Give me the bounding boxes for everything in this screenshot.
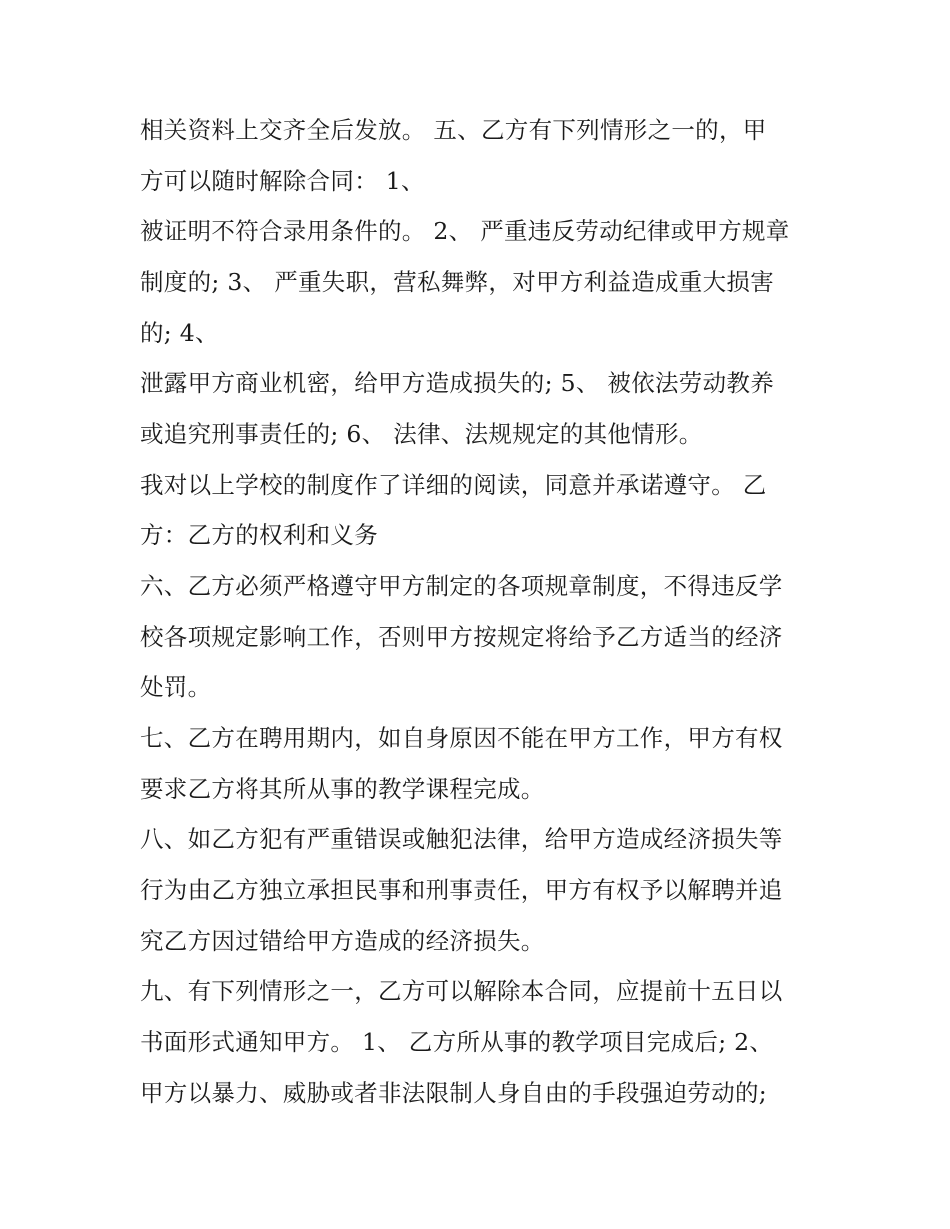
text-line: 甲方以暴力、威胁或者非法限制人身自由的手段强迫劳动的; bbox=[140, 1079, 768, 1107]
text-line: 校各项规定影响工作，否则甲方按规定将给予乙方适当的经济 bbox=[140, 623, 783, 651]
text-line: 九、有下列情形之一，乙方可以解除本合同，应提前十五日以 bbox=[140, 977, 783, 1005]
text-line: 书面形式通知甲方。 1、 乙方所从事的教学项目完成后; 2、 bbox=[140, 1028, 774, 1056]
text-line: 七、乙方在聘用期内，如自身原因不能在甲方工作，甲方有权 bbox=[140, 724, 783, 752]
text-line: 相关资料上交齐全后发放。 五、乙方有下列情形之一的，甲 bbox=[140, 116, 767, 144]
text-line: 处罚。 bbox=[140, 673, 212, 701]
text-line: 我对以上学校的制度作了详细的阅读，同意并承诺遵守。 乙 bbox=[140, 471, 767, 499]
text-line: 制度的; 3、 严重失职，营私舞弊，对甲方利益造成重大损害 bbox=[140, 268, 775, 296]
text-line: 要求乙方将其所从事的教学课程完成。 bbox=[140, 775, 545, 803]
text-line: 泄露甲方商业机密，给甲方造成损失的; 5、 被依法劳动教养 bbox=[140, 369, 775, 397]
text-line: 行为由乙方独立承担民事和刑事责任，甲方有权予以解聘并追 bbox=[140, 876, 783, 904]
text-line: 究乙方因过错给甲方造成的经济损失。 bbox=[140, 927, 545, 955]
text-line: 被证明不符合录用条件的。 2、 严重违反劳动纪律或甲方规章 bbox=[140, 217, 790, 245]
text-line: 八、如乙方犯有严重错误或触犯法律，给甲方造成经济损失等 bbox=[140, 825, 783, 853]
text-line: 或追究刑事责任的; 6、 法律、法规规定的其他情形。 bbox=[140, 420, 703, 448]
text-line: 的; 4、 bbox=[140, 319, 219, 347]
text-line: 方可以随时解除合同： 1、 bbox=[140, 167, 425, 195]
text-line: 方：乙方的权利和义务 bbox=[140, 521, 378, 549]
text-line: 六、乙方必须严格遵守甲方制定的各项规章制度，不得违反学 bbox=[140, 572, 783, 600]
